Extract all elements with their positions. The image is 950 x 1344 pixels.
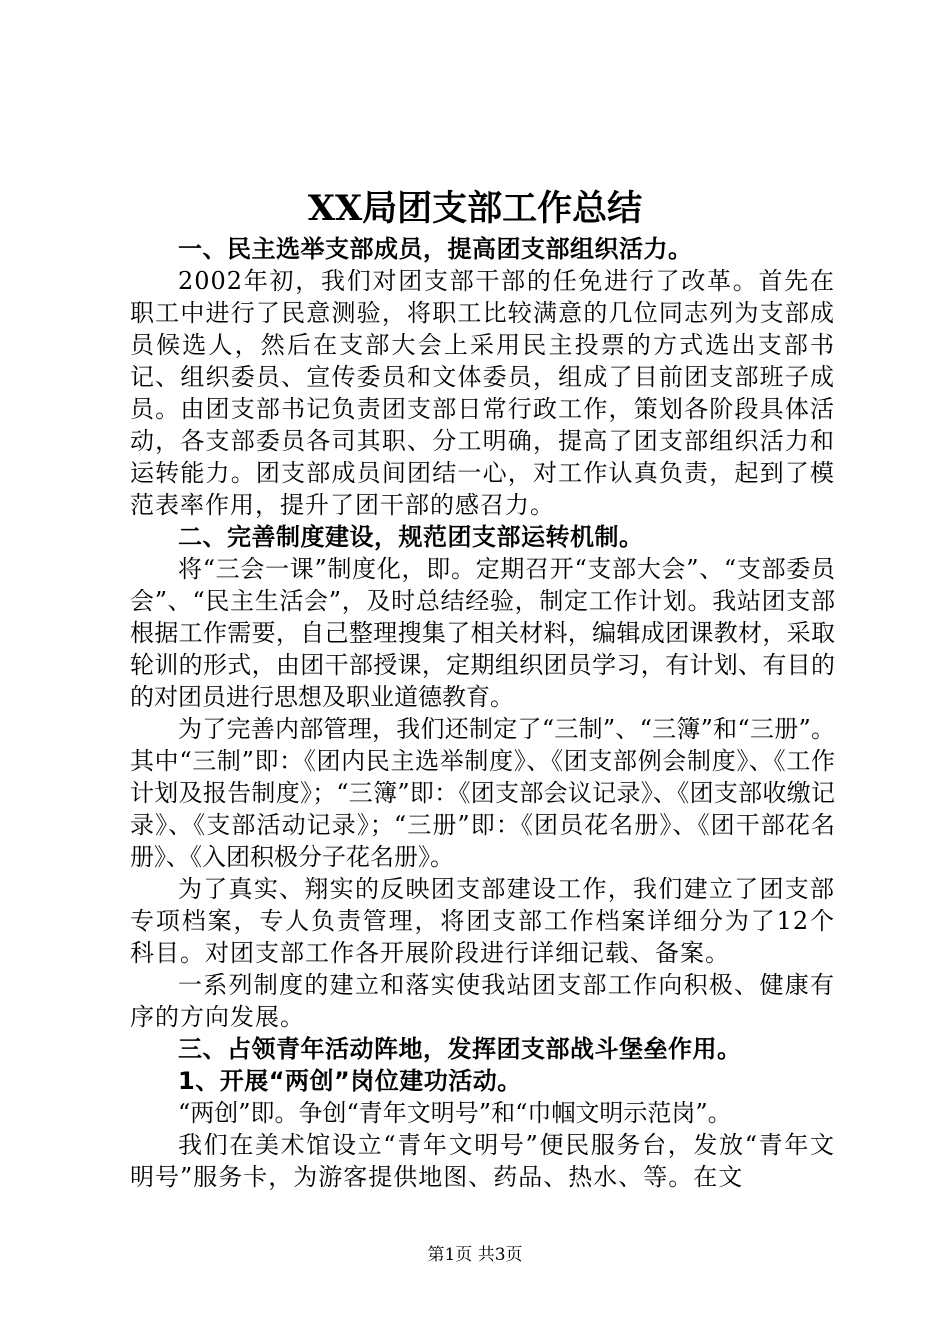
body-paragraph: 一系列制度的建立和落实使我站团支部工作向积极、健康有序的方向发展。	[130, 971, 835, 1031]
body-paragraph: 我们在美术馆设立“青年文明号”便民服务台，发放“青年文明号”服务卡，为游客提供地图、药品、热水、等。在文	[130, 1131, 835, 1191]
body-paragraph: 2002年初，我们对团支部干部的任免进行了改革。首先在职工中进行了民意测验，将职工比较满意的几位同志列为支部成员候选人，然后在支部大会上采用民主投票的方式选出支部书记、组织委员、宣传委员和文体委员，组成了目前团支部班子成员。由团支部书记负责团支部日常行政工作，策划各阶段具体活动，各支部委员各司其职、分工明确，提高了团支部组织活力和运转能力。团支部成员间团结一心，对工作认真负责，起到了模范表率作用，提升了团干部的感召力。	[130, 267, 835, 519]
document-title: XX局团支部工作总结	[307, 188, 643, 229]
body-paragraph: 为了真实、翔实的反映团支部建设工作，我们建立了团支部专项档案，专人负责管理，将团支部工作档案详细分为了12个科目。对团支部工作各开展阶段进行详细记载、备案。	[130, 875, 835, 967]
document-body	[130, 233, 835, 1193]
section-heading-3: 三、占领青年活动阵地，发挥团支部战斗堡垒作用。	[178, 1035, 742, 1063]
subsection-heading-1: 1、开展“两创”岗位建功活动。	[178, 1067, 522, 1095]
page-footer: 第1页 共3页	[427, 1245, 523, 1265]
body-paragraph: 将“三会一课”制度化，即。定期召开“支部大会”、“支部委员会”、“民主生活会”，及时总结经验，制定工作计划。我站团支部根据工作需要，自己整理搜集了相关材料，编辑成团课教材，采取轮训的形式，由团干部授课，定期组织团员学习，有计划、有目的的对团员进行思想及职业道德教育。	[130, 555, 835, 711]
section-heading-1: 一、民主选举支部成员，提高团支部组织活力。	[178, 235, 693, 263]
section-heading-2: 二、完善制度建设，规范团支部运转机制。	[178, 523, 644, 551]
body-paragraph: 为了完善内部管理，我们还制定了“三制”、“三簿”和“三册”。其中“三制”即：《团内民主选举制度》、《团支部例会制度》、《工作计划及报告制度》；“三簿”即：《团支部会议记录》、《团支部收缴记录》、《支部活动记录》；“三册”即：《团员花名册》、《团干部花名册》、《入团积极分子花名册》。	[130, 715, 835, 871]
body-paragraph: “两创”即。争创“青年文明号”和“巾帼文明示范岗”。	[178, 1099, 732, 1127]
